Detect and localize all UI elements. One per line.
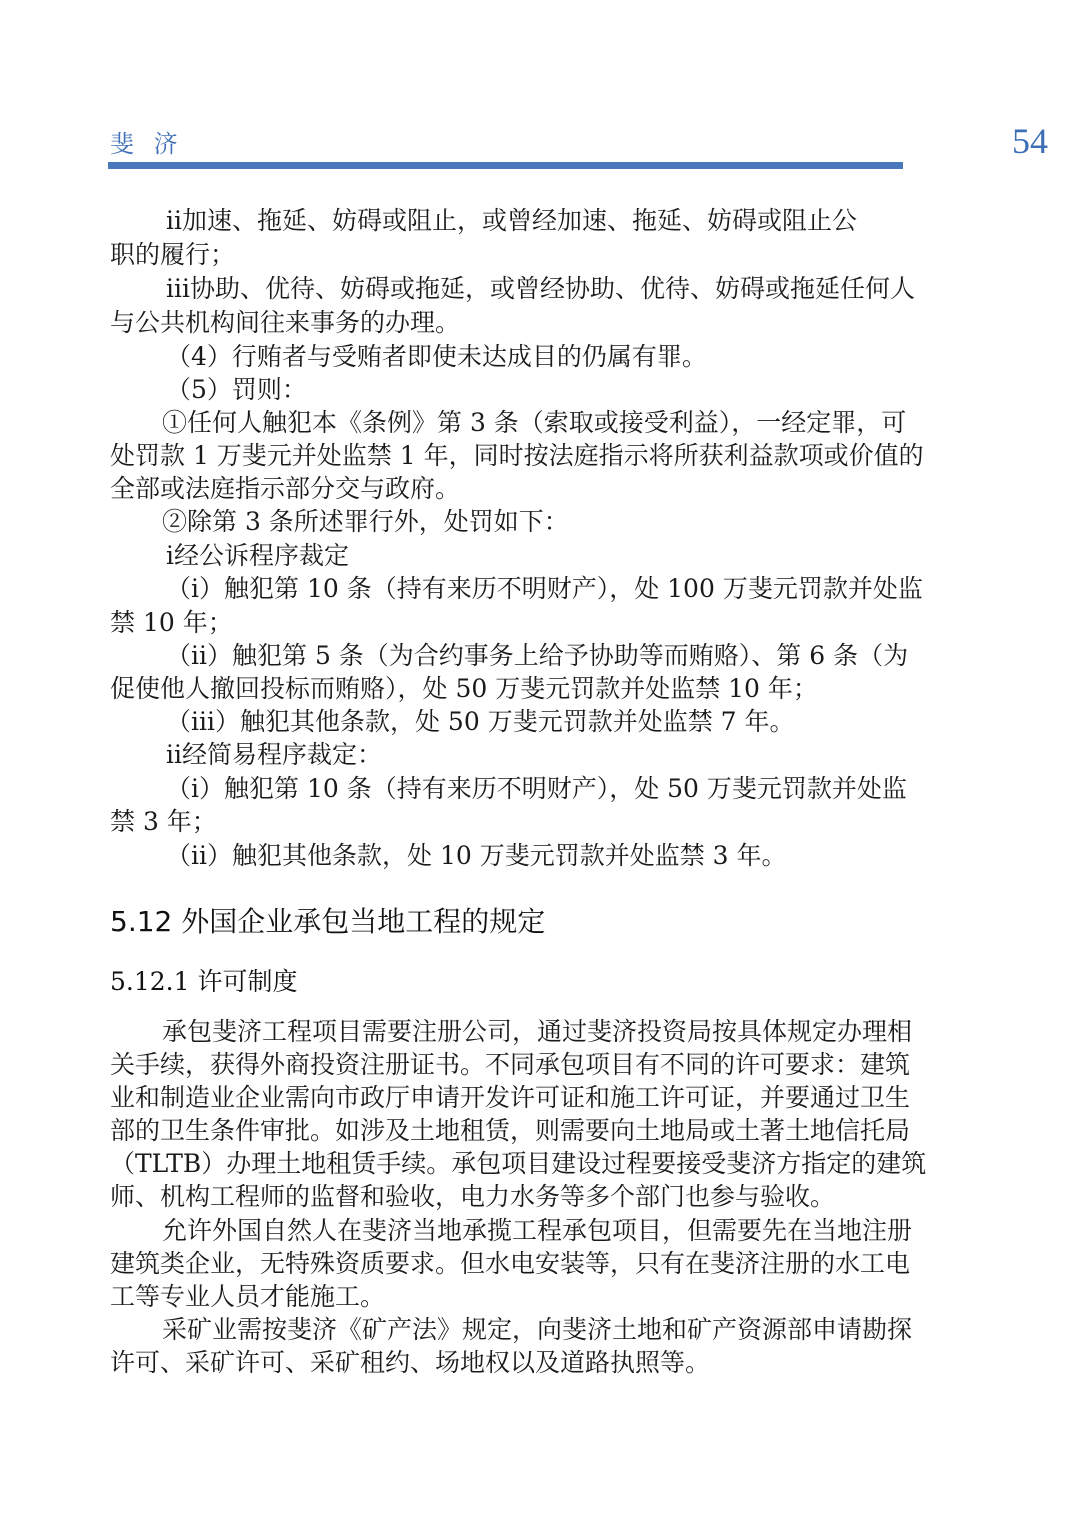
body-line: （ⅱ）触犯第 5 条（为合约事务上给予协助等而贿赂）、第 6 条（为 <box>166 641 909 670</box>
body-line: 业和制造业企业需向市政厅申请开发许可证和施工许可证，并要通过卫生 <box>110 1083 911 1112</box>
body-line: （ⅰ）触犯第 10 条（持有来历不明财产），处 100 万斐元罚款并处监 <box>166 574 923 603</box>
header-rule <box>108 162 903 169</box>
body-line: （ⅰ）触犯第 10 条（持有来历不明财产），处 50 万斐元罚款并处监 <box>166 774 907 803</box>
body-line: 处罚款 1 万斐元并处监禁 1 年，同时按法庭指示将所获利益款项或价值的 <box>110 441 924 470</box>
body-line: 许可、采矿许可、采矿租约、场地权以及道路执照等。 <box>110 1348 711 1377</box>
body-line: ⅲ协助、优待、妨碍或拖延，或曾经协助、优待、妨碍或拖延任何人 <box>166 274 915 303</box>
body-line: ②除第 3 条所述罪行外，处罚如下： <box>162 507 569 536</box>
body-line: 采矿业需按斐济《矿产法》规定，向斐济土地和矿产资源部申请勘探 <box>162 1315 913 1344</box>
body-line: ①任何人触犯本《条例》第 3 条（索取或接受利益），一经定罪，可 <box>162 408 907 437</box>
body-line: （TLTB）办理土地租赁手续。承包项目建设过程要接受斐济方指定的建筑 <box>110 1149 927 1178</box>
subsection-heading: 5.12.1 许可制度 <box>110 967 298 996</box>
section-heading: 5.12 外国企业承包当地工程的规定 <box>110 905 546 938</box>
body-line: （ⅲ）触犯其他条款，处 50 万斐元罚款并处监禁 7 年。 <box>166 707 795 736</box>
body-line: 禁 10 年； <box>110 608 233 637</box>
body-line: 部的卫生条件审批。如涉及土地租赁，则需要向土地局或土著土地信托局 <box>110 1116 911 1145</box>
body-line: 与公共机构间往来事务的办理。 <box>110 308 461 337</box>
body-line: 促使他人撤回投标而贿赂），处 50 万斐元罚款并处监禁 10 年； <box>110 674 818 703</box>
body-line: 承包斐济工程项目需要注册公司，通过斐济投资局按具体规定办理相 <box>162 1017 913 1046</box>
body-line: ⅱ加速、拖延、妨碍或阻止，或曾经加速、拖延、妨碍或阻止公 <box>166 206 857 235</box>
body-line: （ⅱ）触犯其他条款，处 10 万斐元罚款并处监禁 3 年。 <box>166 841 787 870</box>
body-line: 允许外国自然人在斐济当地承揽工程承包项目，但需要先在当地注册 <box>162 1216 913 1245</box>
body-line: 全部或法庭指示部分交与政府。 <box>110 474 461 503</box>
body-line: （4）行贿者与受贿者即使未达成目的仍属有罪。 <box>166 342 707 371</box>
body-line: 职的履行； <box>110 240 236 269</box>
body-line: 禁 3 年； <box>110 807 217 836</box>
page-number: 54 <box>1012 121 1048 161</box>
body-line: （5）罚则： <box>166 375 307 404</box>
body-line: 建筑类企业，无特殊资质要求。但水电安装等，只有在斐济注册的水工电 <box>110 1249 911 1278</box>
body-line: ⅱ经简易程序裁定： <box>166 740 382 769</box>
body-line: 工等专业人员才能施工。 <box>110 1282 386 1311</box>
body-line: 师、机构工程师的监督和验收，电力水务等多个部门也参与验收。 <box>110 1182 836 1211</box>
header-title: 斐 济 <box>110 130 184 158</box>
body-line: 关手续，获得外商投资注册证书。不同承包项目有不同的许可要求：建筑 <box>110 1050 911 1079</box>
body-line: ⅰ经公诉程序裁定 <box>166 541 349 570</box>
